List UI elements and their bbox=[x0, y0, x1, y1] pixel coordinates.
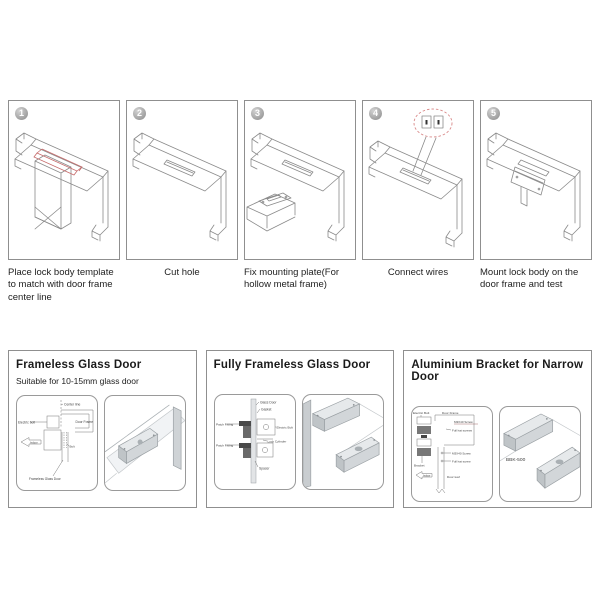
frameless-schematic bbox=[17, 396, 97, 490]
step-4-caption: Connect wires bbox=[387, 267, 449, 278]
indoor-arrow-label: Indoor bbox=[423, 474, 431, 478]
slot-hole bbox=[282, 160, 313, 176]
panel-subtitle: Suitable for 10-15mm glass door bbox=[16, 376, 139, 386]
panel-title: Frameless Glass Door bbox=[16, 359, 142, 371]
mount-lock-body-drawing bbox=[481, 101, 593, 259]
door-leaf-label: Door leaf bbox=[447, 475, 460, 479]
electric-bolt-label: Electric bolt bbox=[18, 420, 36, 425]
step-1 bbox=[8, 100, 120, 304]
application-panels-row bbox=[8, 350, 592, 508]
full-hat-mid-label: Full hat screw bbox=[452, 459, 471, 464]
frameless-lock-illustration bbox=[105, 396, 185, 490]
frameless-glass-door-label: Frameless Glass Door bbox=[29, 477, 61, 481]
full-hat-top-label: Full hat screws bbox=[452, 428, 473, 433]
steps-row bbox=[8, 100, 592, 304]
panel-title: Fully Frameless Glass Door bbox=[213, 359, 371, 371]
fully-frameless-lock-illustration bbox=[303, 395, 383, 489]
panel-title: Aluminium Bracket for Narrow Door bbox=[411, 359, 584, 383]
step-2-caption: Cut hole bbox=[164, 267, 200, 278]
frameless-illustration-box bbox=[104, 395, 186, 491]
connect-wires-drawing bbox=[363, 101, 475, 259]
bracket-label: Bracket bbox=[414, 463, 425, 468]
step-number-badge: 5 bbox=[487, 107, 500, 120]
frameless-schematic-box bbox=[16, 395, 98, 491]
bolt-label: Bolt bbox=[69, 444, 75, 449]
panel-frameless-glass-door bbox=[8, 350, 197, 508]
patch-fitting-top-label: Patch Fitting bbox=[215, 422, 233, 427]
step-1-drawing-box bbox=[8, 100, 120, 260]
door-frame-label: Door Frame bbox=[442, 411, 459, 415]
fully-frameless-illustration-box bbox=[302, 394, 384, 490]
panel-aluminium-bracket bbox=[403, 350, 592, 508]
electric-bolt-label: Electric Bolt bbox=[413, 411, 430, 415]
step-2 bbox=[126, 100, 238, 304]
template-line bbox=[34, 149, 82, 175]
model-label: BBK-500 bbox=[506, 457, 526, 463]
fully-frameless-schematic bbox=[215, 395, 295, 489]
step-number-badge: 2 bbox=[133, 107, 146, 120]
door-frame-template-drawing bbox=[9, 101, 121, 259]
screw-top-label: M3X40 Screw bbox=[454, 420, 474, 424]
lock-cylinder-label: Lock Cylinder bbox=[267, 439, 286, 444]
step-number-badge: 3 bbox=[251, 107, 264, 120]
screw-mid-label: M3X40 Screw bbox=[452, 451, 472, 456]
door-frame-label: Door Frame bbox=[75, 420, 94, 424]
step-5-caption: Mount lock body on the door frame and test bbox=[480, 267, 579, 291]
electric-bolt-label: Electric Bolt bbox=[276, 425, 293, 430]
aluminium-bracket-schematic-box bbox=[411, 406, 493, 502]
mounting-plate bbox=[247, 193, 295, 231]
step-number-badge: 1 bbox=[15, 107, 28, 120]
step-2-drawing-box bbox=[126, 100, 238, 260]
aluminium-bracket-illustration bbox=[500, 407, 580, 501]
patch-fitting-bottom-label: Patch Fitting bbox=[215, 443, 233, 448]
glass-door-label: Glass Door bbox=[259, 400, 277, 405]
wire-connectors bbox=[413, 109, 452, 175]
gasket-label: Gasket bbox=[260, 407, 272, 412]
spacer-label: Spacer bbox=[258, 466, 270, 471]
step-1-caption: Place lock body template to match with door frame center line bbox=[8, 267, 114, 303]
center-line-label: Center line bbox=[64, 402, 81, 407]
step-number-badge: 4 bbox=[369, 107, 382, 120]
fully-frameless-schematic-box bbox=[214, 394, 296, 490]
step-3-drawing-box bbox=[244, 100, 356, 260]
aluminium-bracket-illustration-box bbox=[499, 406, 581, 502]
cut-hole-drawing bbox=[127, 101, 239, 259]
step-5 bbox=[480, 100, 592, 304]
aluminium-bracket-schematic bbox=[412, 407, 492, 501]
step-4 bbox=[362, 100, 474, 304]
slot-hole bbox=[518, 160, 549, 176]
slot-hole bbox=[400, 168, 431, 184]
lock-body bbox=[511, 167, 545, 206]
step-4-drawing-box bbox=[362, 100, 474, 260]
step-3 bbox=[244, 100, 356, 304]
mounting-plate-drawing bbox=[245, 101, 357, 259]
slot-hole bbox=[164, 160, 195, 176]
step-5-drawing-box bbox=[480, 100, 592, 260]
panel-fully-frameless-glass-door bbox=[206, 350, 395, 508]
indoor-arrow-label: Indoor bbox=[30, 441, 38, 445]
step-3-caption: Fix mounting plate(For hollow metal frame) bbox=[244, 267, 340, 291]
